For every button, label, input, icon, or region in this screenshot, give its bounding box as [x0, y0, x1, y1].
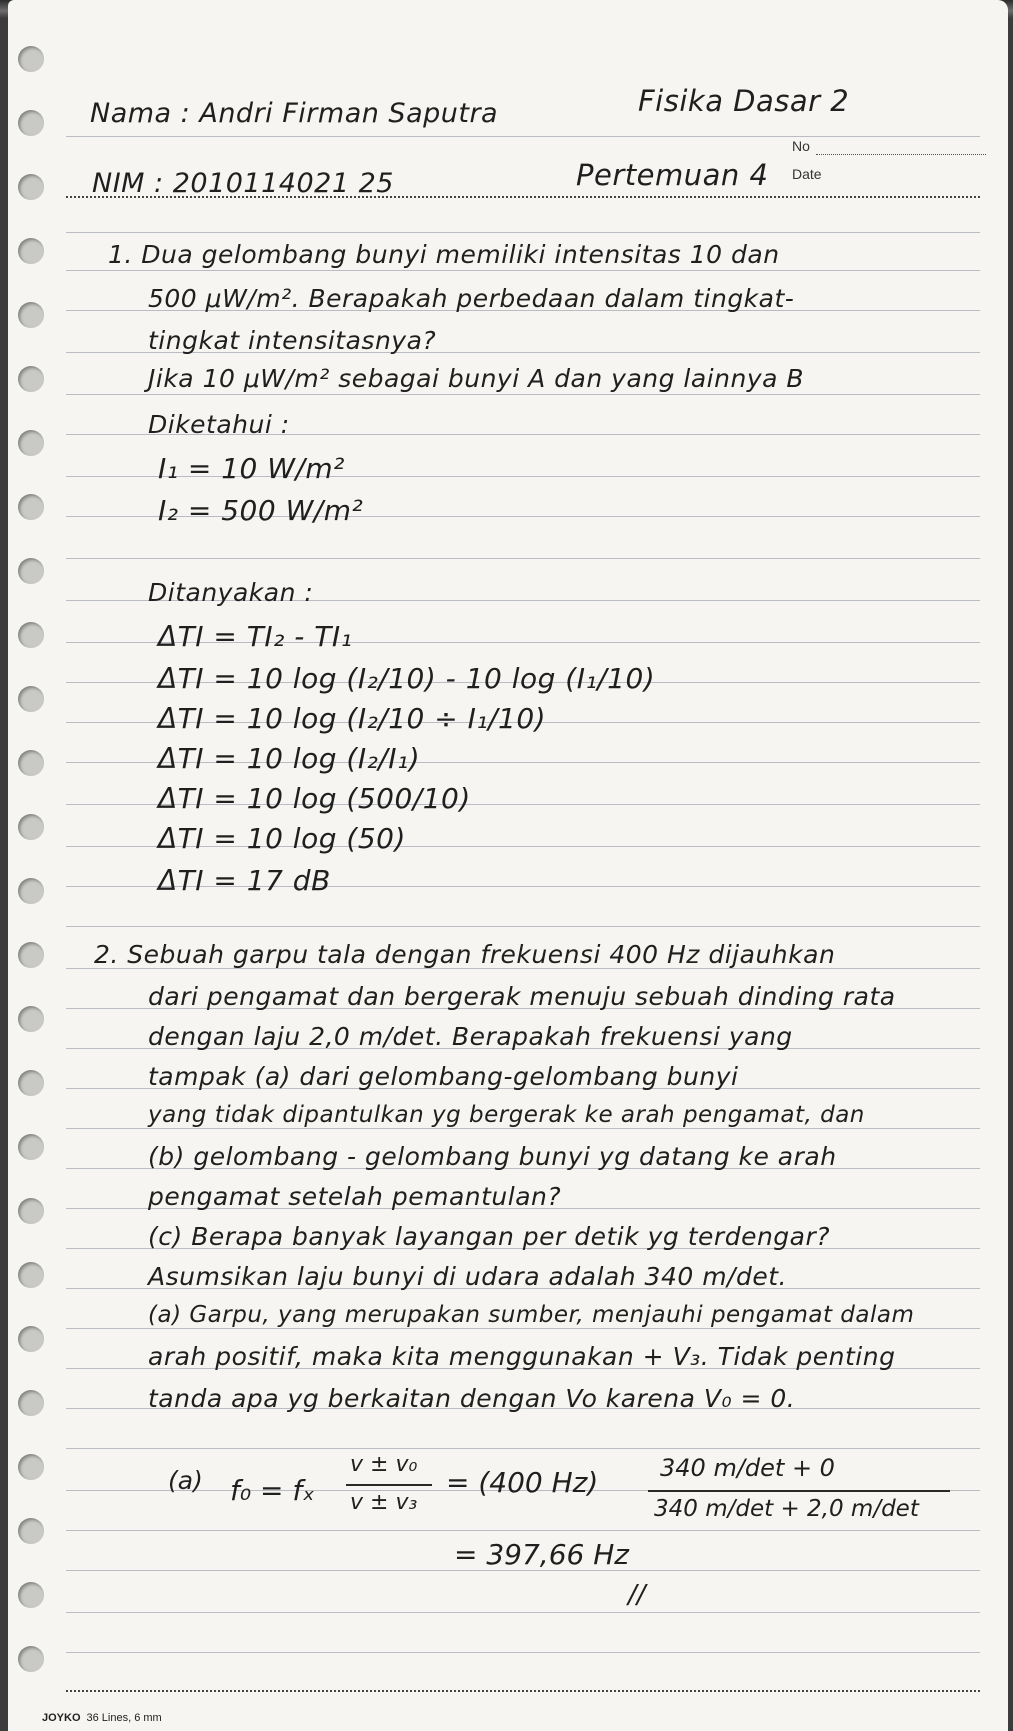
binder-hole	[18, 942, 44, 968]
problem2-line: dengan laju 2,0 m/det. Berapakah frekuensi yang	[148, 1022, 793, 1051]
problem2-line: (c) Berapa banyak layangan per detik yg terdengar?	[148, 1222, 831, 1251]
formula-fraction-line	[648, 1490, 950, 1492]
binder-hole	[18, 238, 44, 264]
binder-hole	[18, 430, 44, 456]
name-line: Nama : Andri Firman Saputra	[90, 98, 499, 129]
answer-line: arah positif, maka kita menggunakan + V₃. Tidak penting	[148, 1342, 896, 1371]
brand-lines: 36 Lines, 6 mm	[86, 1712, 162, 1724]
binder-hole	[18, 1326, 44, 1352]
binder-hole	[18, 110, 44, 136]
known-label: Diketahui :	[148, 410, 290, 439]
brand-name: JOYKO	[42, 1712, 81, 1724]
step-line: ΔTI = 10 log (500/10)	[158, 782, 471, 815]
binder-hole	[18, 1646, 44, 1672]
ruled-line	[66, 558, 980, 559]
problem2-line: Asumsikan laju bunyi di udara adalah 340 m/det.	[148, 1262, 787, 1291]
notebook-page	[8, 0, 1008, 1731]
asked-label: Ditanyakan :	[148, 578, 314, 607]
ruled-line	[66, 1128, 980, 1129]
formula-den-val: 340 m/det + 2,0 m/det	[654, 1496, 919, 1522]
binder-hole	[18, 878, 44, 904]
problem2-line: pengamat setelah pemantulan?	[148, 1182, 562, 1211]
step-line: ΔTI = 17 dB	[158, 864, 331, 897]
binder-hole	[18, 1070, 44, 1096]
binder-hole	[18, 1582, 44, 1608]
ruled-line	[66, 394, 980, 395]
notebook-brand	[42, 1712, 162, 1724]
binder-hole	[18, 494, 44, 520]
binder-hole	[18, 46, 44, 72]
binder-hole	[18, 302, 44, 328]
result-underline-mark: //	[628, 1580, 646, 1610]
subject-title: Fisika Dasar 2	[638, 84, 850, 118]
date-label: Date	[792, 166, 822, 182]
known-i1: I₁ = 10 W/m²	[158, 452, 345, 485]
formula-den-sym: v ± v₃	[350, 1490, 418, 1515]
problem2-line: dari pengamat dan bergerak menuju sebuah dinding rata	[148, 982, 896, 1011]
ruled-line	[66, 926, 980, 927]
step-line: ΔTI = 10 log (I₂/10) - 10 log (I₁/10)	[158, 662, 656, 695]
binder-hole	[18, 1454, 44, 1480]
ruled-line	[66, 1612, 980, 1613]
binder-hole	[18, 558, 44, 584]
step-line: ΔTI = TI₂ - TI₁	[158, 620, 353, 653]
answer-line: (a) Garpu, yang merupakan sumber, menjauhi pengamat dalam	[148, 1302, 915, 1328]
binder-holes	[18, 0, 78, 1731]
ruled-line	[66, 1652, 980, 1653]
ruled-line	[66, 1530, 980, 1531]
binder-hole	[18, 750, 44, 776]
binder-hole	[18, 174, 44, 200]
step-line: ΔTI = 10 log (50)	[158, 822, 406, 855]
problem1-line: tingkat intensitasnya?	[148, 326, 437, 355]
ruled-line	[66, 232, 980, 233]
binder-hole	[18, 1262, 44, 1288]
binder-hole	[18, 1198, 44, 1224]
ruled-line	[66, 270, 980, 271]
binder-hole	[18, 814, 44, 840]
problem1-line: Jika 10 μW/m² sebagai bunyi A dan yang lainnya B	[148, 364, 805, 393]
ruled-line	[66, 136, 980, 137]
problem1-line: 500 μW/m². Berapakah perbedaan dalam tingkat-	[148, 284, 795, 313]
formula-result: = 397,66 Hz	[454, 1538, 629, 1571]
problem2-line: 2. Sebuah garpu tala dengan frekuensi 400 Hz dijauhkan	[94, 940, 836, 969]
meeting-label: Pertemuan 4	[576, 158, 769, 192]
binder-hole	[18, 366, 44, 392]
problem2-line: tampak (a) dari gelombang-gelombang bunyi	[148, 1062, 739, 1091]
binder-hole	[18, 1518, 44, 1544]
answer-line: tanda apa yg berkaitan dengan Vo karena V₀ = 0.	[148, 1384, 796, 1413]
formula-label: (a)	[168, 1466, 203, 1495]
binder-hole	[18, 1134, 44, 1160]
formula-lhs: f₀ = fₓ	[230, 1474, 315, 1507]
problem1-line: 1. Dua gelombang bunyi memiliki intensitas 10 dan	[108, 240, 780, 269]
formula-num-sym: v ± v₀	[350, 1452, 418, 1477]
binder-hole	[18, 622, 44, 648]
problem2-line: (b) gelombang - gelombang bunyi yg datang ke arah	[148, 1142, 837, 1171]
ruled-line	[66, 1690, 980, 1692]
ruled-line	[66, 1448, 980, 1449]
formula-num-val: 340 m/det + 0	[660, 1454, 835, 1482]
binder-hole	[18, 1390, 44, 1416]
binder-hole	[18, 686, 44, 712]
ruled-line	[66, 1328, 980, 1329]
step-line: ΔTI = 10 log (I₂/I₁)	[158, 742, 421, 775]
nim-line: NIM : 2010114021 25	[92, 168, 394, 199]
formula-equals: = (400 Hz)	[446, 1466, 599, 1499]
problem2-line: yang tidak dipantulkan yg bergerak ke arah pengamat, dan	[148, 1102, 865, 1128]
no-label: No	[792, 138, 810, 154]
step-line: ΔTI = 10 log (I₂/10 ÷ I₁/10)	[158, 702, 547, 735]
no-field	[816, 154, 986, 155]
binder-hole	[18, 1006, 44, 1032]
formula-fraction-line	[346, 1484, 432, 1486]
known-i2: I₂ = 500 W/m²	[158, 494, 364, 527]
